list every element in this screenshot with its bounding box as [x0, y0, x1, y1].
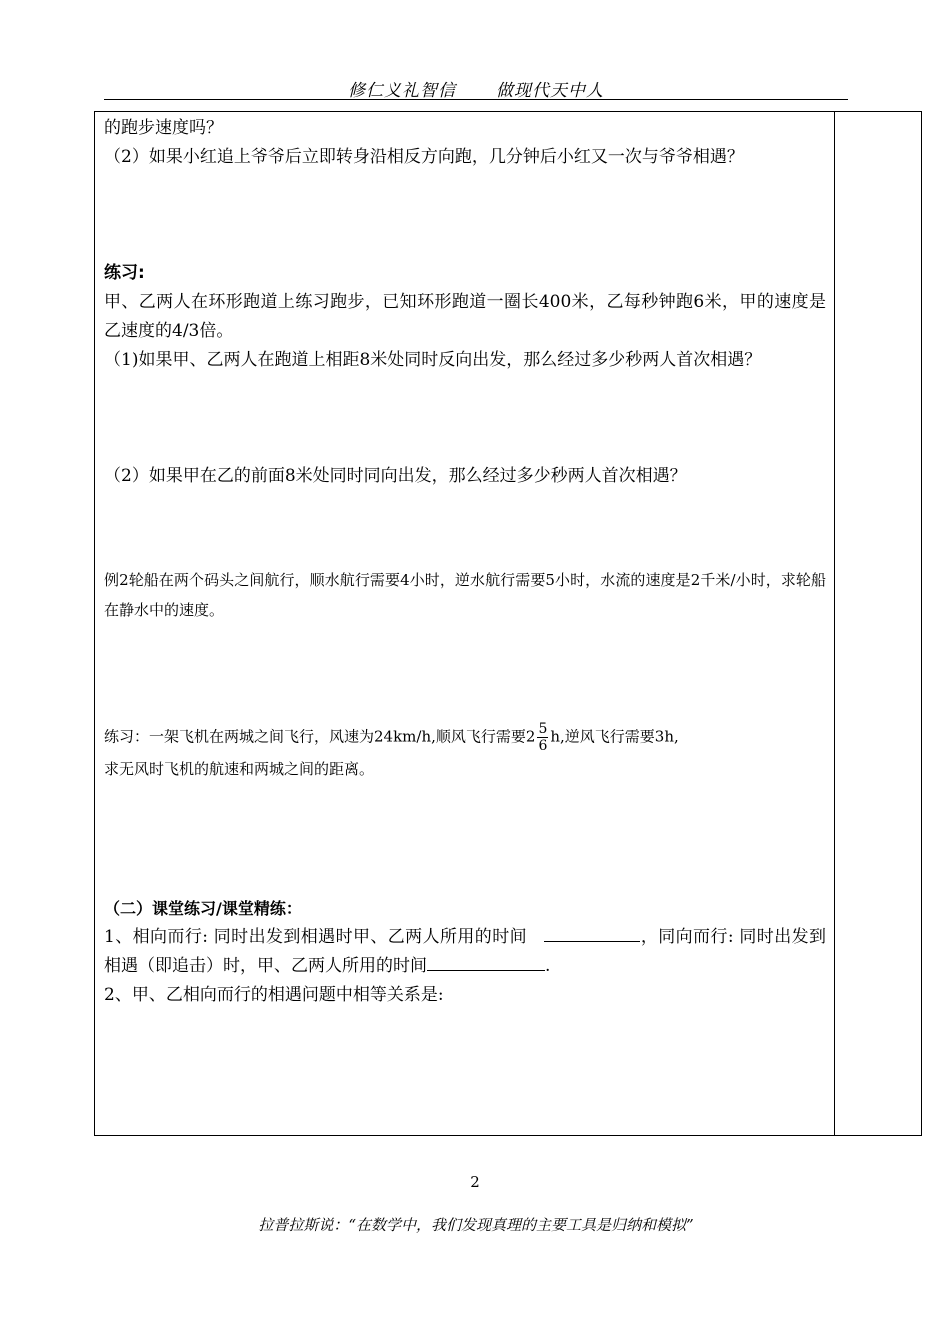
page-header: [104, 76, 848, 101]
fraction-numerator: 5: [538, 721, 548, 737]
practice-2-text-post: h,逆风飞行需要3h,: [550, 727, 679, 746]
main-content: [104, 114, 826, 1010]
section-title: （二）课堂练习/课堂精练：: [104, 899, 302, 918]
answer-blank-1[interactable]: [544, 925, 640, 942]
header-rule: [104, 99, 848, 100]
practice-question-2: （2）如果甲在乙的前面8米处同时同向出发，那么经过多少秒两人首次相遇？: [104, 466, 687, 486]
practice-2-line-1: [104, 721, 826, 754]
answer-blank-2[interactable]: [427, 954, 545, 971]
page-footer-quote: 拉普拉斯说：“在数学中，我们发现真理的主要工具是归纳和模拟”: [258, 1216, 694, 1234]
header-motto-right: 做现代天中人: [496, 81, 604, 101]
question-2: （2）如果小红追上爷爷后立即转身沿相反方向跑，几分钟后小红又一次与爷爷相遇？: [104, 147, 744, 167]
practice-2-line-2: 求无风时飞机的航速和两城之间的距离。: [104, 760, 375, 778]
example-2: 例2轮船在两个码头之间航行，顺水航行需要4小时，逆水航行需要5小时，水流的速度是2千米/小时，求轮船在静水中的速度。: [104, 571, 826, 619]
practice-2-text-pre: 练习：一架飞机在两城之间飞行，风速为24km/h,顺风飞行需要2: [104, 727, 536, 746]
item-1-part-a: 1、相向而行: 同时出发到相遇时甲、乙两人所用的时间: [104, 927, 528, 947]
page-number: 2: [470, 1173, 480, 1191]
practice-body: 甲、乙两人在环形跑道上练习跑步，已知环形跑道一圈长400米，乙每秒钟跑6米，甲的速度是乙速度的4/3倍。: [104, 292, 826, 341]
notes-column-divider: [834, 111, 835, 1136]
practice-question-1: （1)如果甲、乙两人在跑道上相距8米处同时反向出发，那么经过多少秒两人首次相遇？: [104, 350, 762, 370]
header-motto-left: 修仁义礼智信: [348, 81, 456, 101]
text-line: 的跑步速度吗？: [104, 118, 223, 138]
practice-title: 练习:: [104, 263, 145, 283]
fraction: [537, 721, 548, 754]
item-1: [104, 923, 826, 981]
item-2: 2、甲、乙相向而行的相遇问题中相等关系是:: [104, 985, 444, 1005]
item-1-end: .: [545, 956, 551, 976]
fraction-denominator: 6: [538, 738, 548, 754]
item-1-part-b: ，同向而行: 同时出发到相遇（即追击）时，甲、乙两人所用的时间: [104, 927, 826, 976]
